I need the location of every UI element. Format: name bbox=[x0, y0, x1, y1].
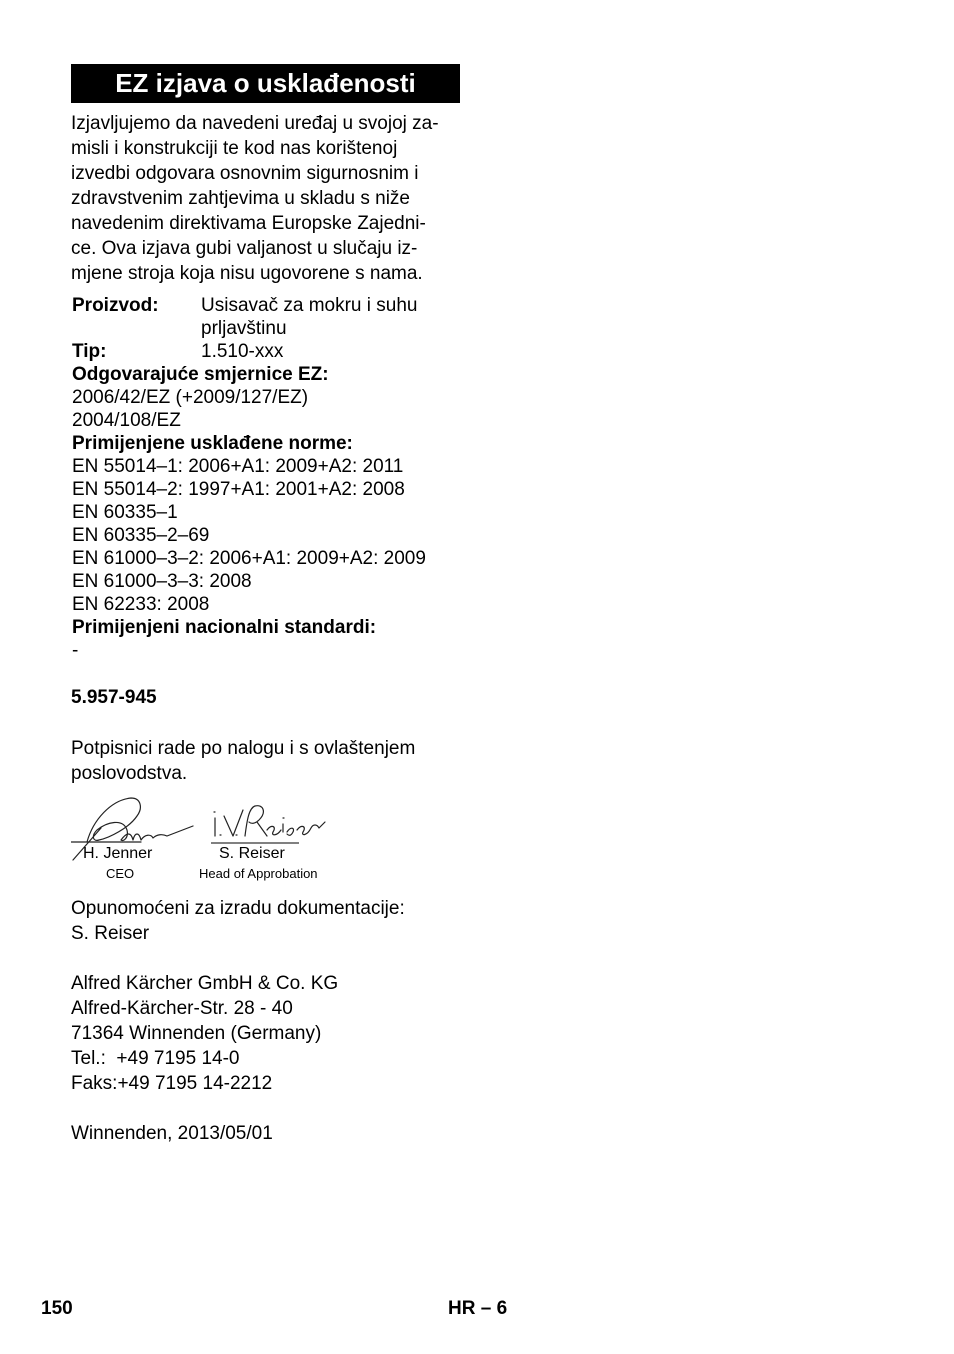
signatory-line: Potpisnici rade po nalogu i s ovlaštenjem bbox=[71, 738, 416, 759]
intro-line: izvedbi odgovara osnovnim sigurnosnim i bbox=[71, 163, 419, 184]
intro-line: mjene stroja koja nisu ugovorene s nama. bbox=[71, 263, 423, 284]
norm-item: EN 60335–1 bbox=[72, 502, 178, 523]
page-title: EZ izjava o usklađenosti bbox=[71, 64, 460, 103]
address-line: Alfred-Kärcher-Str. 28 - 40 bbox=[71, 998, 293, 1019]
address-line: 71364 Winnenden (Germany) bbox=[71, 1023, 322, 1044]
company-address bbox=[71, 971, 338, 1096]
norm-item: EN 62233: 2008 bbox=[72, 594, 210, 615]
address-line: Faks:+49 7195 14-2212 bbox=[71, 1073, 273, 1094]
intro-line: Izjavljujemo da navedeni uređaj u svojoj za- bbox=[71, 113, 439, 134]
norm-item: EN 60335–2–69 bbox=[72, 525, 210, 546]
norms-heading: Primijenjene usklađene norme: bbox=[72, 433, 353, 454]
signer-name: H. Jenner bbox=[83, 845, 153, 862]
norm-item: EN 61000–3–2: 2006+A1: 2009+A2: 2009 bbox=[72, 548, 426, 569]
specification-block bbox=[72, 294, 472, 662]
intro-paragraph bbox=[71, 111, 466, 286]
product-value: prljavštinu bbox=[201, 318, 287, 339]
product-row bbox=[72, 294, 472, 340]
norm-item: EN 55014–1: 2006+A1: 2009+A2: 2011 bbox=[72, 456, 404, 477]
norm-item: EN 55014–2: 1997+A1: 2001+A2: 2008 bbox=[72, 479, 405, 500]
authorized-line: S. Reiser bbox=[71, 923, 150, 944]
norm-item: EN 61000–3–3: 2008 bbox=[72, 571, 252, 592]
type-row bbox=[72, 340, 472, 363]
directive-item: 2006/42/EZ (+2009/127/EZ) bbox=[72, 387, 309, 408]
type-label: Tip: bbox=[72, 341, 107, 362]
authorized-line: Opunomoćeni za izradu dokumentacije: bbox=[71, 898, 405, 919]
type-value: 1.510-xxx bbox=[201, 341, 284, 362]
signer-role: CEO bbox=[106, 866, 135, 881]
directive-item: 2004/108/EZ bbox=[72, 410, 181, 431]
intro-line: misli i konstrukciji te kod nas korištenoj bbox=[71, 138, 398, 159]
page-number: 150 bbox=[41, 1298, 73, 1319]
intro-line: ce. Ova izjava gubi valjanost u slučaju iz- bbox=[71, 238, 418, 259]
address-line: Alfred Kärcher GmbH & Co. KG bbox=[71, 973, 339, 994]
national-standards-value: - bbox=[72, 640, 79, 661]
authorized-representative bbox=[71, 896, 405, 946]
national-standards-heading: Primijenjeni nacionalni standardi: bbox=[72, 617, 377, 638]
intro-line: zdravstvenim zahtjevima u skladu s niže bbox=[71, 188, 410, 209]
place-date: Winnenden, 2013/05/01 bbox=[71, 1123, 273, 1144]
signatory-text bbox=[71, 736, 415, 786]
intro-line: navedenim direktivama Europske Zajedni- bbox=[71, 213, 426, 234]
signer-name: S. Reiser bbox=[219, 845, 285, 862]
document-number: 5.957-945 bbox=[71, 687, 157, 708]
address-line: Tel.: +49 7195 14-0 bbox=[71, 1048, 240, 1069]
section-label: HR – 6 bbox=[448, 1298, 508, 1319]
signer-role: Head of Approbation bbox=[199, 866, 318, 881]
directives-heading: Odgovarajuće smjernice EZ: bbox=[72, 364, 329, 385]
product-label: Proizvod: bbox=[72, 295, 159, 316]
signature-block bbox=[71, 790, 371, 885]
signatory-line: poslovodstva. bbox=[71, 763, 188, 784]
product-value: Usisavač za mokru i suhu bbox=[201, 295, 418, 316]
